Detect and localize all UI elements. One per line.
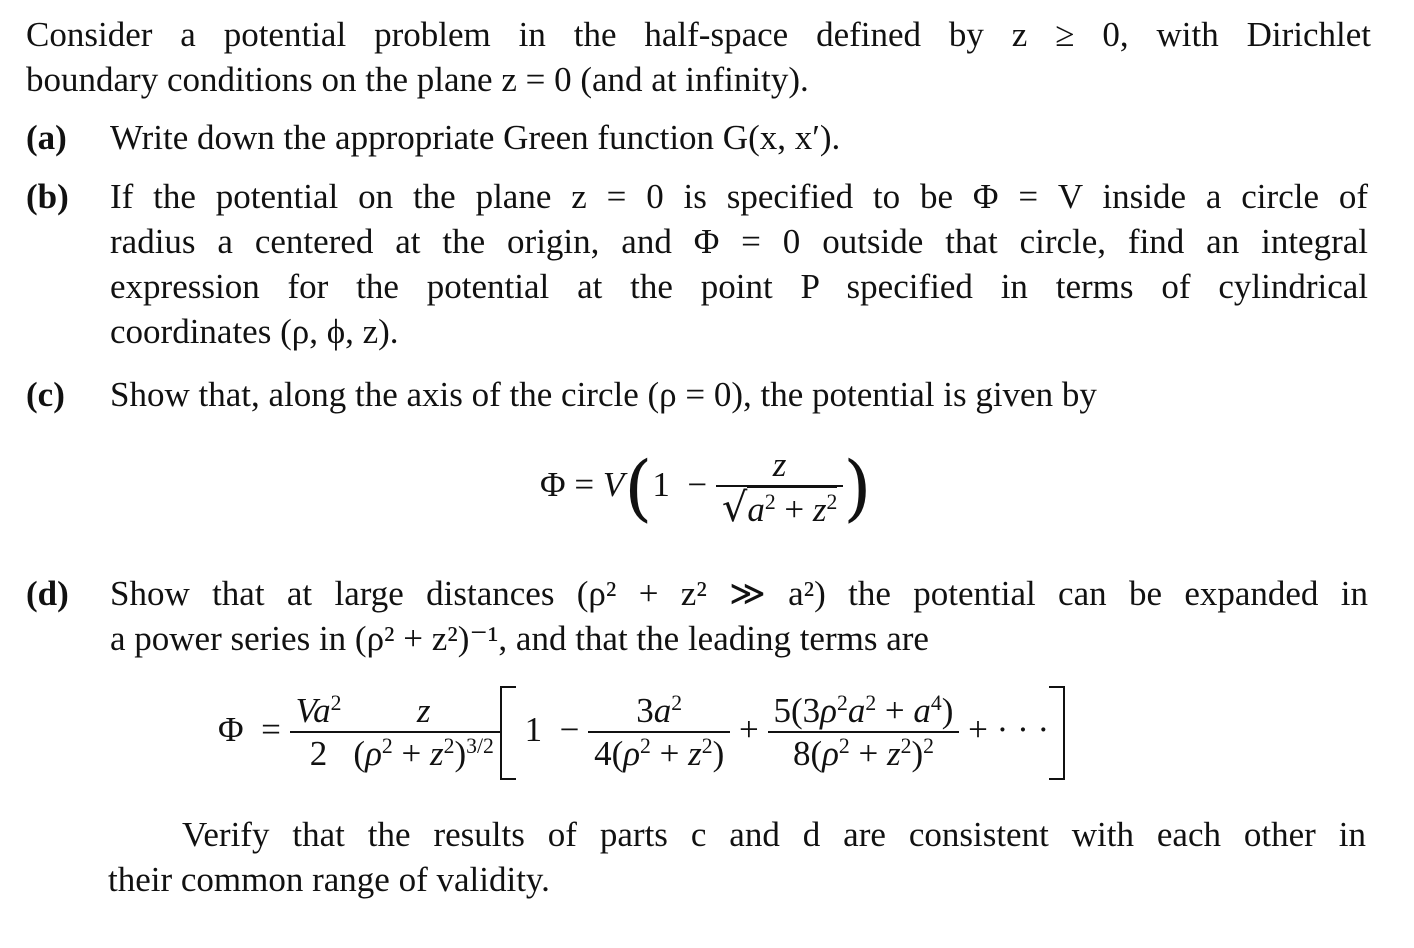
part-a-text: Write down the appropriate Green function G(x, x′). <box>110 118 841 157</box>
part-d-line-1: Show that at large distances (ρ² + z² ≫ a²) the potential can be expanded in <box>110 574 1368 613</box>
part-a-text-block <box>110 115 1368 160</box>
part-b-line-2: radius a centered at the origin, and Φ = 0 outside that circle, find an integral <box>110 222 1368 261</box>
part-b-line-4: coordinates (ρ, ϕ, z). <box>110 312 399 351</box>
verify-line-2: their common range of validity. <box>108 860 550 899</box>
part-c-text-block <box>110 372 1368 417</box>
intro-paragraph <box>26 12 1371 102</box>
part-b-line-1: If the potential on the plane z = 0 is specified to be Φ = V inside a circle of <box>110 177 1368 216</box>
equation-d: Φ = $\frac{Va^2}{2}$ $\frac{z}{(\rho^2 + z^2)^{3/2}}$ 1 − $\frac{3a^2}{4(\rho^2 + z^2)}$ + $\frac{5(3\rho^2a^2 + a^4)}{8(\rho^2 + z^2)^2}$ + · · · <box>218 686 1065 780</box>
intro-line-1: Consider a potential problem in the half-space defined by z ≥ 0, with Dirichlet <box>26 15 1371 54</box>
equation-c: Φ = V(1 − $\frac{z}{√a^2 + z^2}$ ) <box>540 445 872 531</box>
part-c-label: (c) <box>26 375 65 414</box>
part-c-text: Show that, along the axis of the circle (ρ = 0), the potential is given by <box>110 375 1097 414</box>
part-b-line-3: expression for the potential at the point P specified in terms of cylindrical <box>110 267 1368 306</box>
part-b-label: (b) <box>26 177 69 216</box>
intro-line-2: boundary conditions on the plane z = 0 (and at infinity). <box>26 60 809 99</box>
part-a-label: (a) <box>26 118 67 157</box>
part-d-line-2: a power series in (ρ² + z²)⁻¹, and that the leading terms are <box>110 619 929 658</box>
part-b-text-block <box>110 174 1368 354</box>
verify-paragraph <box>108 812 1366 902</box>
verify-line-1: Verify that the results of parts c and d are consistent with each other in <box>182 815 1366 854</box>
part-d-text-block <box>110 571 1368 661</box>
part-d-label: (d) <box>26 574 69 613</box>
